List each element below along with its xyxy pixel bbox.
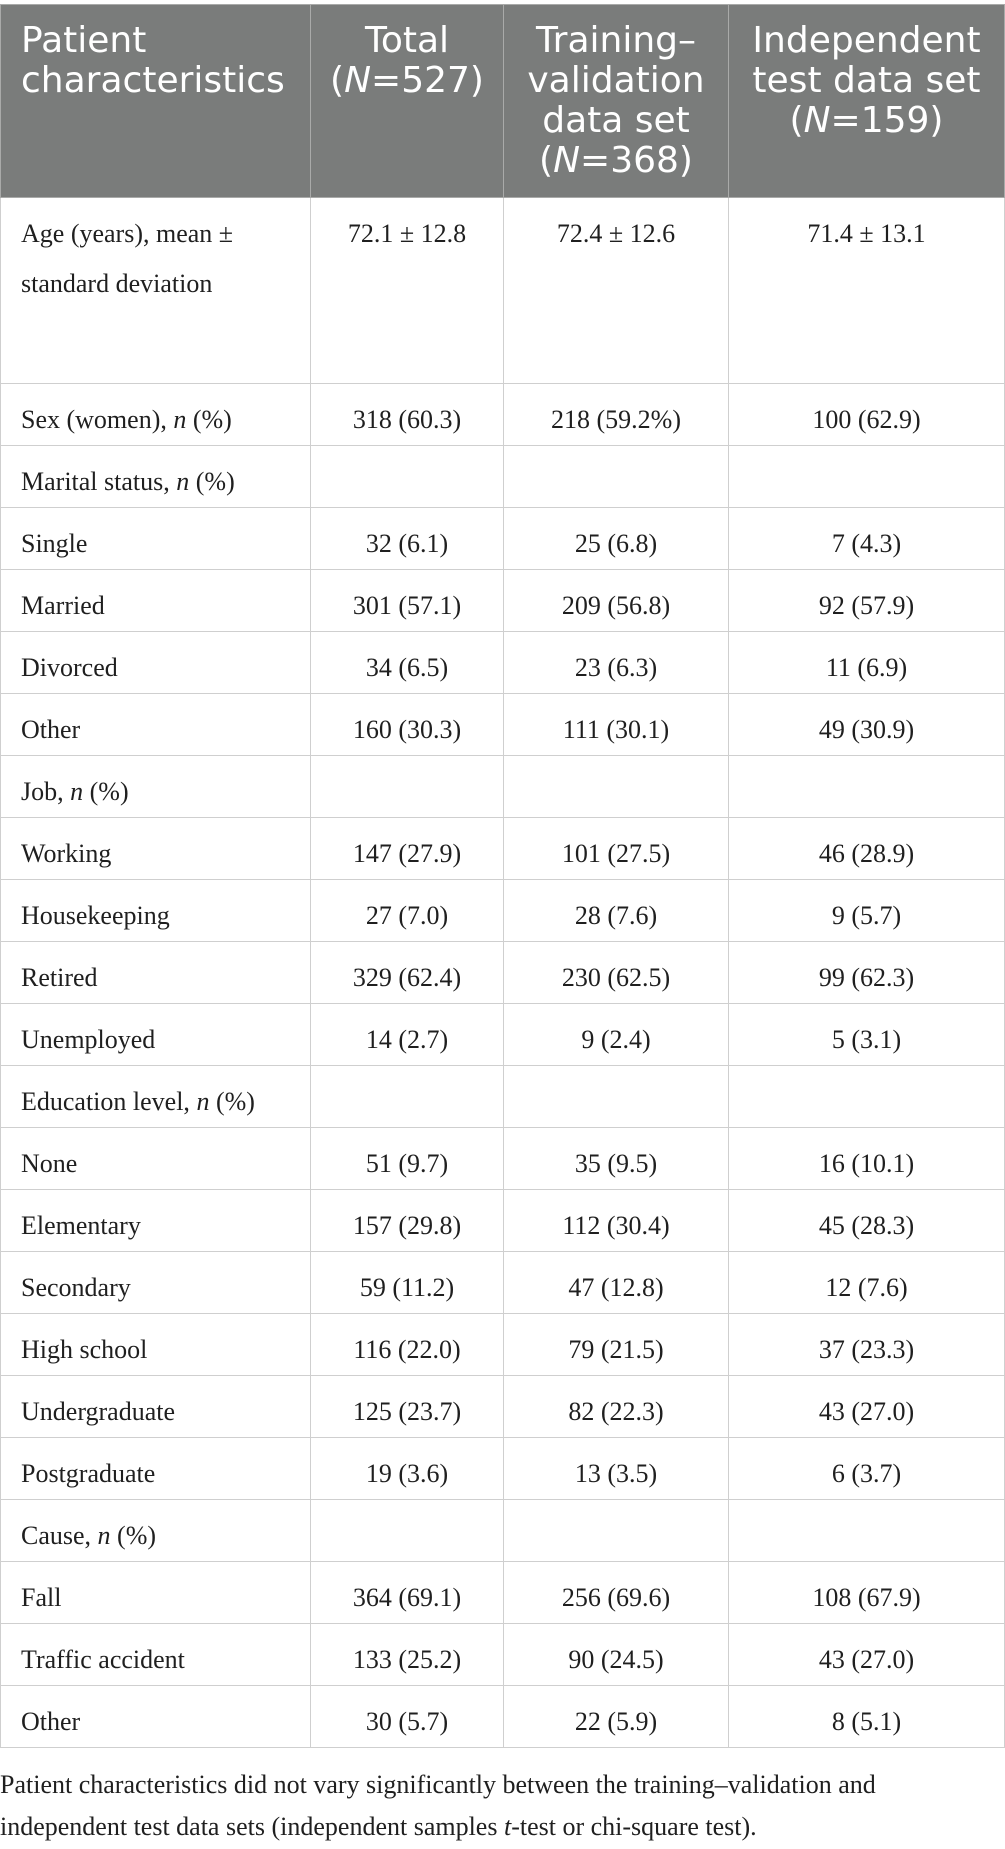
training-validation-value: 90 (24.5) [504, 1624, 729, 1686]
total-value: 116 (22.0) [311, 1314, 504, 1376]
table-row [1, 818, 1005, 880]
training-validation-value: 101 (27.5) [504, 818, 729, 880]
row-label: Cause, n (%) [1, 1500, 311, 1562]
table-row [1, 508, 1005, 570]
total-value [311, 1066, 504, 1128]
training-validation-value: 72.4 ± 12.6 [504, 198, 729, 384]
table-row [1, 1190, 1005, 1252]
total-value: 364 (69.1) [311, 1562, 504, 1624]
table-row [1, 1562, 1005, 1624]
table-row [1, 1624, 1005, 1686]
total-value: 318 (60.3) [311, 384, 504, 446]
row-label: Elementary [1, 1190, 311, 1252]
table-body [1, 198, 1005, 1748]
total-value: 14 (2.7) [311, 1004, 504, 1066]
training-validation-value: 256 (69.6) [504, 1562, 729, 1624]
row-label: Working [1, 818, 311, 880]
total-value [311, 1500, 504, 1562]
independent-test-value: 9 (5.7) [729, 880, 1005, 942]
independent-test-value [729, 1066, 1005, 1128]
table-row [1, 1004, 1005, 1066]
row-label: Marital status, n (%) [1, 446, 311, 508]
total-value: 72.1 ± 12.8 [311, 198, 504, 384]
training-validation-value: 9 (2.4) [504, 1004, 729, 1066]
training-validation-value [504, 756, 729, 818]
training-validation-value [504, 1066, 729, 1128]
total-value: 125 (23.7) [311, 1376, 504, 1438]
independent-test-value [729, 1500, 1005, 1562]
header-row [1, 5, 1005, 198]
row-label: Unemployed [1, 1004, 311, 1066]
row-label: None [1, 1128, 311, 1190]
independent-test-value: 99 (62.3) [729, 942, 1005, 1004]
independent-test-value: 6 (3.7) [729, 1438, 1005, 1500]
table-row [1, 756, 1005, 818]
independent-test-value: 37 (23.3) [729, 1314, 1005, 1376]
training-validation-value: 28 (7.6) [504, 880, 729, 942]
row-label: Fall [1, 1562, 311, 1624]
total-value: 30 (5.7) [311, 1686, 504, 1748]
total-value: 34 (6.5) [311, 632, 504, 694]
row-label: Housekeeping [1, 880, 311, 942]
row-label: Undergraduate [1, 1376, 311, 1438]
total-value: 32 (6.1) [311, 508, 504, 570]
independent-test-value: 11 (6.9) [729, 632, 1005, 694]
header-patient-characteristics: Patient characteristics [1, 5, 311, 198]
independent-test-value: 7 (4.3) [729, 508, 1005, 570]
row-label: Divorced [1, 632, 311, 694]
row-label: Age (years), mean ± standard deviation [1, 198, 311, 384]
row-label: High school [1, 1314, 311, 1376]
total-value [311, 446, 504, 508]
table-row [1, 880, 1005, 942]
independent-test-value: 92 (57.9) [729, 570, 1005, 632]
training-validation-value: 111 (30.1) [504, 694, 729, 756]
row-label: Postgraduate [1, 1438, 311, 1500]
row-label: Sex (women), n (%) [1, 384, 311, 446]
training-validation-value [504, 1500, 729, 1562]
independent-test-value: 43 (27.0) [729, 1376, 1005, 1438]
independent-test-value: 49 (30.9) [729, 694, 1005, 756]
table-row [1, 198, 1005, 384]
total-value: 160 (30.3) [311, 694, 504, 756]
table-row [1, 1252, 1005, 1314]
row-label: Job, n (%) [1, 756, 311, 818]
table-row [1, 632, 1005, 694]
header-independent-test: Independent test data set (N=159) [729, 5, 1005, 198]
total-value [311, 756, 504, 818]
training-validation-value: 112 (30.4) [504, 1190, 729, 1252]
header-total: Total (N=527) [311, 5, 504, 198]
training-validation-value: 25 (6.8) [504, 508, 729, 570]
header-training-validation: Training–validation data set (N=368) [504, 5, 729, 198]
independent-test-value: 12 (7.6) [729, 1252, 1005, 1314]
independent-test-value: 108 (67.9) [729, 1562, 1005, 1624]
training-validation-value: 79 (21.5) [504, 1314, 729, 1376]
table-row [1, 942, 1005, 1004]
table-row [1, 1376, 1005, 1438]
independent-test-value: 8 (5.1) [729, 1686, 1005, 1748]
independent-test-value: 71.4 ± 13.1 [729, 198, 1005, 384]
patient-characteristics-table [0, 4, 1005, 1748]
row-label: Education level, n (%) [1, 1066, 311, 1128]
table-row [1, 1500, 1005, 1562]
row-label: Other [1, 1686, 311, 1748]
training-validation-value: 218 (59.2%) [504, 384, 729, 446]
total-value: 51 (9.7) [311, 1128, 504, 1190]
training-validation-value [504, 446, 729, 508]
table-row [1, 1128, 1005, 1190]
independent-test-value: 43 (27.0) [729, 1624, 1005, 1686]
independent-test-value: 16 (10.1) [729, 1128, 1005, 1190]
training-validation-value: 22 (5.9) [504, 1686, 729, 1748]
total-value: 157 (29.8) [311, 1190, 504, 1252]
independent-test-value: 100 (62.9) [729, 384, 1005, 446]
total-value: 301 (57.1) [311, 570, 504, 632]
total-value: 133 (25.2) [311, 1624, 504, 1686]
total-value: 59 (11.2) [311, 1252, 504, 1314]
total-value: 27 (7.0) [311, 880, 504, 942]
row-label: Married [1, 570, 311, 632]
row-label: Traffic accident [1, 1624, 311, 1686]
table-row [1, 1438, 1005, 1500]
table-row [1, 1066, 1005, 1128]
independent-test-value: 45 (28.3) [729, 1190, 1005, 1252]
training-validation-value: 230 (62.5) [504, 942, 729, 1004]
table-row [1, 694, 1005, 756]
independent-test-value: 5 (3.1) [729, 1004, 1005, 1066]
independent-test-value [729, 756, 1005, 818]
independent-test-value [729, 446, 1005, 508]
total-value: 329 (62.4) [311, 942, 504, 1004]
training-validation-value: 13 (3.5) [504, 1438, 729, 1500]
training-validation-value: 23 (6.3) [504, 632, 729, 694]
training-validation-value: 209 (56.8) [504, 570, 729, 632]
table-row [1, 1314, 1005, 1376]
training-validation-value: 82 (22.3) [504, 1376, 729, 1438]
total-value: 147 (27.9) [311, 818, 504, 880]
table-row [1, 570, 1005, 632]
training-validation-value: 35 (9.5) [504, 1128, 729, 1190]
row-label: Secondary [1, 1252, 311, 1314]
row-label: Single [1, 508, 311, 570]
independent-test-value: 46 (28.9) [729, 818, 1005, 880]
total-value: 19 (3.6) [311, 1438, 504, 1500]
table-row [1, 1686, 1005, 1748]
table-footnote: Patient characteristics did not vary significantly between the training–validation and independent test data sets (independent samples t-test or chi-square test). [0, 1770, 876, 1841]
training-validation-value: 47 (12.8) [504, 1252, 729, 1314]
row-label: Retired [1, 942, 311, 1004]
table-row [1, 384, 1005, 446]
row-label: Other [1, 694, 311, 756]
table-row [1, 446, 1005, 508]
